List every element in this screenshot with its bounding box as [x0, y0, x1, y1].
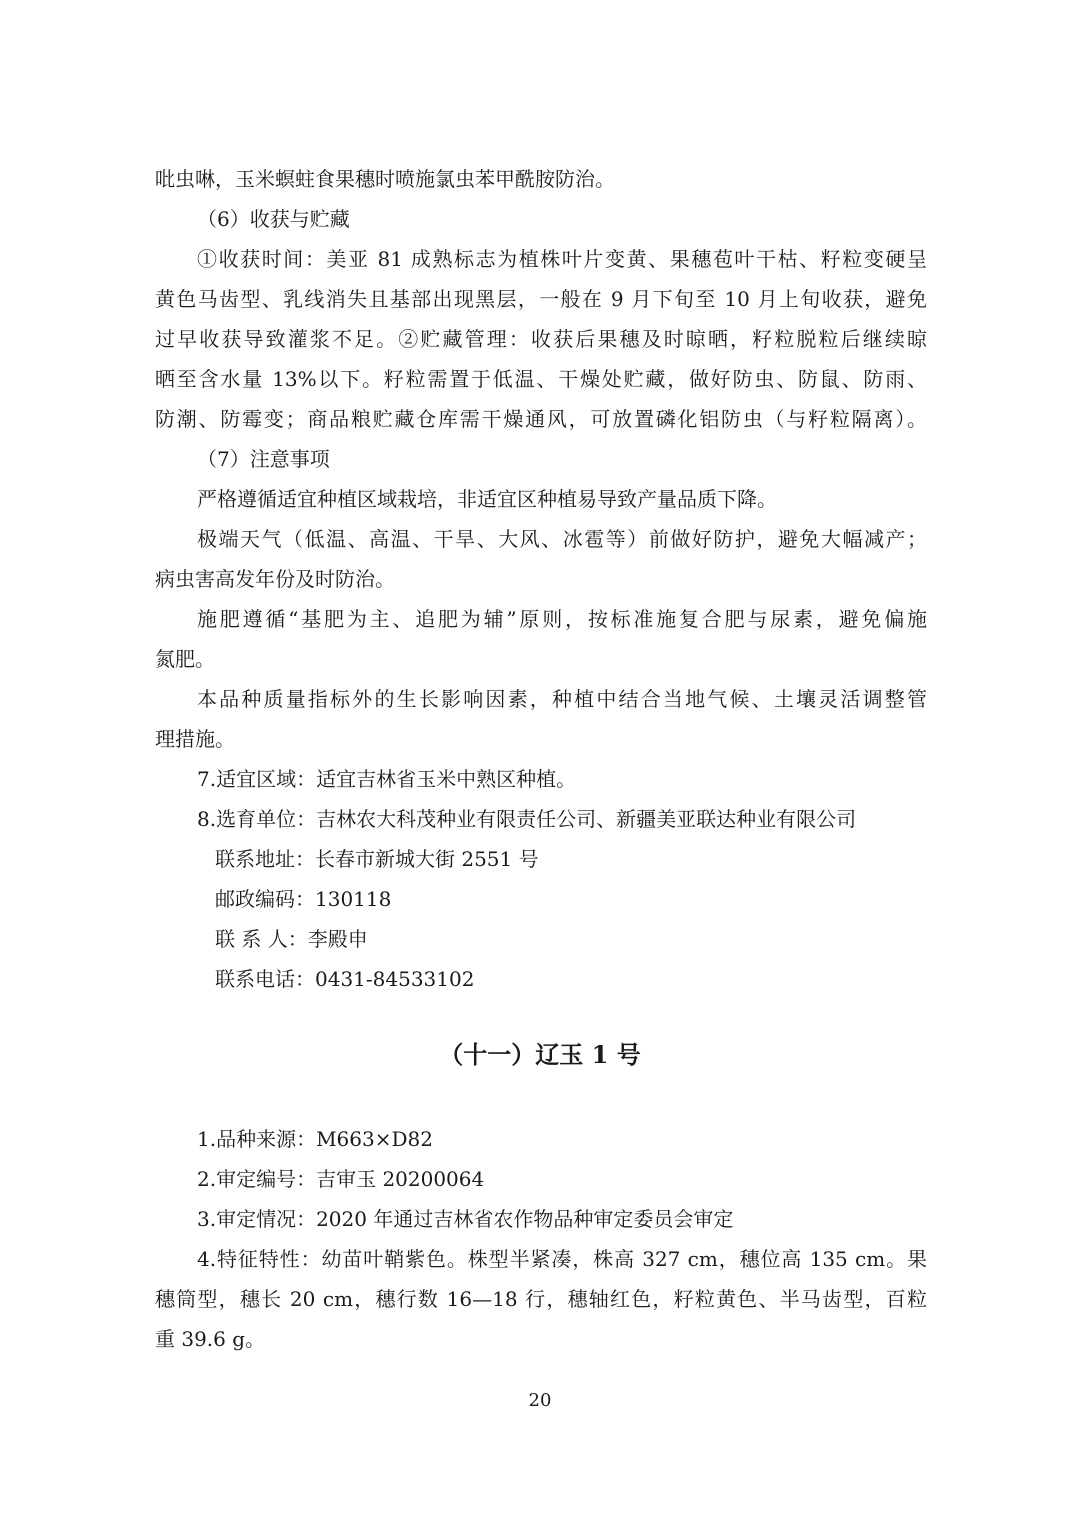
text-line: 4.特征特性：幼苗叶鞘紫色。株型半紧凑，株高 327 cm，穗位高 135 cm。果 [197, 1247, 927, 1271]
text-line: 施肥遵循“基肥为主、追肥为辅”原则，按标准施复合肥与尿素，避免偏施 [197, 607, 927, 631]
text-line: 黄色马齿型、乳线消失且基部出现黑层，一般在 9 月下旬至 10 月上旬收获，避免 [155, 287, 927, 311]
text-line: 严格遵循适宜种植区域栽培，非适宜区种植易导致产量品质下降。 [197, 487, 777, 511]
subsection-heading-harvest-storage: （6）收获与贮藏 [197, 207, 350, 231]
page-number: 20 [528, 1390, 552, 1411]
text-line: 防潮、防霉变；商品粮贮藏仓库需干燥通风，可放置磷化铝防虫（与籽粒隔离）。 [155, 407, 927, 431]
subsection-heading-notes: （7）注意事项 [197, 447, 330, 471]
text-line: 3.审定情况：2020 年通过吉林省农作物品种审定委员会审定 [197, 1207, 734, 1231]
contact-postcode: 邮政编码：130118 [215, 887, 392, 911]
text-line: 2.审定编号：吉审玉 20200064 [197, 1167, 485, 1191]
text-line: 吡虫啉，玉米螟蛀食果穗时喷施氯虫苯甲酰胺防治。 [155, 167, 615, 191]
text-line: 病虫害高发年份及时防治。 [155, 567, 395, 591]
contact-phone: 联系电话：0431-84533102 [215, 967, 475, 991]
text-line: 理措施。 [155, 727, 235, 751]
text-line: 晒至含水量 13%以下。籽粒需置于低温、干燥处贮藏，做好防虫、防鼠、防雨、 [155, 367, 927, 391]
text-line: 极端天气（低温、高温、干旱、大风、冰雹等）前做好防护，避免大幅减产； [197, 527, 927, 551]
text-line: ①收获时间：美亚 81 成熟标志为植株叶片变黄、果穗苞叶干枯、籽粒变硬呈 [197, 247, 927, 271]
section-heading: （十一）辽玉 1 号 [439, 1040, 641, 1069]
contact-person: 联 系 人：李殿申 [215, 927, 368, 951]
text-line: 本品种质量指标外的生长影响因素，种植中结合当地气候、土壤灵活调整管 [197, 687, 927, 711]
text-line: 重 39.6 g。 [155, 1327, 266, 1351]
text-line: 8.选育单位：吉林农大科茂种业有限责任公司、新疆美亚联达种业有限公司 [197, 807, 857, 831]
text-line: 1.品种来源：M663×D82 [197, 1127, 433, 1151]
text-line: 过早收获导致灌浆不足。②贮藏管理：收获后果穗及时晾晒，籽粒脱粒后继续晾 [155, 327, 927, 351]
contact-address: 联系地址：长春市新城大街 2551 号 [215, 847, 539, 871]
text-line: 7.适宜区域：适宜吉林省玉米中熟区种植。 [197, 767, 577, 791]
text-line: 氮肥。 [155, 647, 215, 671]
text-line: 穗筒型，穗长 20 cm，穗行数 16—18 行，穗轴红色，籽粒黄色、半马齿型，百粒 [155, 1287, 927, 1311]
